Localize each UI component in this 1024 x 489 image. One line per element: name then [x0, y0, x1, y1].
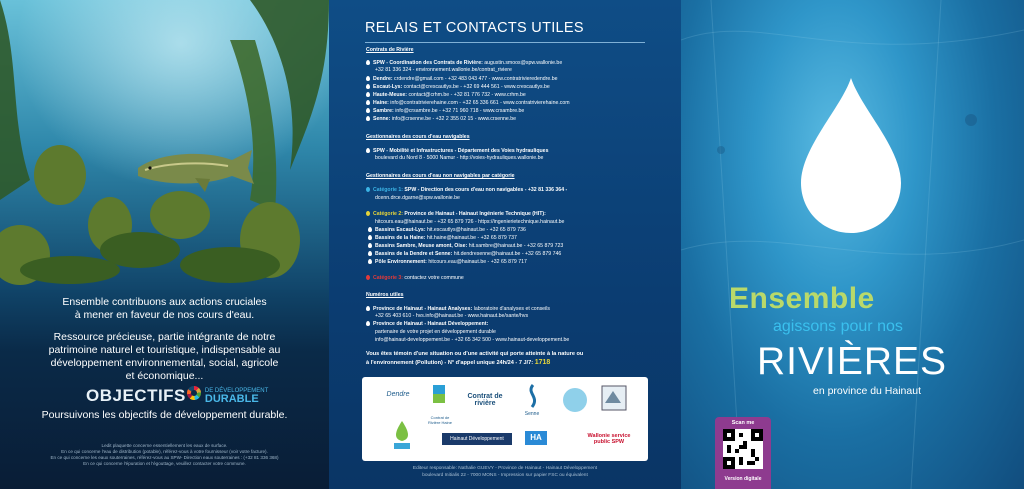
drop-icon	[366, 275, 370, 280]
water-drop-icon	[801, 78, 901, 233]
logo-spw: Wallonie service public SPW	[587, 433, 631, 445]
qr-code-box[interactable]	[715, 417, 771, 489]
contact-line: SPW - Mobilité et Infrastructures - Département des Voies hydrauliques	[366, 148, 548, 155]
drop-icon	[366, 187, 370, 192]
number-line: partenaire de votre projet en développement durable	[375, 329, 496, 335]
water-texture	[681, 0, 1024, 489]
drop-icon	[368, 243, 372, 248]
imprint-line-1: Editeur responsable: Nathalie GUEVY - Province de Hainaut - Hainaut Développement	[412, 466, 598, 471]
para-line-2: patrimoine naturel et touristique, indispensable au	[48, 344, 281, 356]
sdg-wheel-icon	[187, 386, 201, 400]
contact-line: Dendre: crdendre@gmail.com - +32 483 043 477 - www.contratrivieredendre.be	[366, 76, 557, 83]
sdg-bottom: DURABLE	[204, 392, 259, 405]
emergency-line-2: à l'environnement (Pollution) - N° d'appel unique 24h/24 - 7 J/7: 1718	[366, 359, 551, 366]
version-label: Version digitale	[724, 476, 762, 482]
qr-code[interactable]	[723, 429, 763, 469]
headline-ensemble: Ensemble	[729, 282, 875, 315]
scan-me-label: Scan me	[731, 420, 755, 426]
contact-line: Haute-Meuse: contact@crhm.be - +32 81 776 732 - www.crhm.be	[366, 92, 526, 99]
logo-senne-icon	[522, 383, 544, 409]
section-non-navigables: Gestionnaires des cours d'eau non navigables par catégorie	[366, 173, 515, 179]
number-line: +32 65 403 610 - hvs.info@hainaut.be - www.hainaut.be/sante/hvs	[375, 313, 529, 319]
drop-icon	[368, 235, 372, 240]
logo-hainaut-dev: Hainaut Développement	[442, 433, 512, 445]
intro-line-2: à mener en faveur de nos cours d'eau.	[74, 309, 255, 321]
category-3-line: Catégorie 3: contactez votre commune	[366, 275, 464, 282]
emergency-number: 1718	[534, 359, 551, 366]
section-contrats: Contrats de Rivière	[366, 47, 414, 53]
logo-ha: HA	[525, 431, 547, 445]
contact-line: SPW - Coordination des Contrats de Rivière: augustin.smoos@spw.wallonie.be	[366, 60, 562, 67]
para-line-4: et économique...	[125, 370, 204, 382]
contact-line: boulevard du Nord 8 - 5000 Namur - http://voies-hydrauliques.wallonie.be	[375, 155, 544, 161]
drop-icon	[366, 60, 370, 65]
para-line-1: Ressource précieuse, partie intégrante de notre	[53, 331, 276, 343]
basin-line: Bassins de la Dendre et Senne: hit.dendresenne@hainaut.be - +32 65 879 746	[368, 251, 561, 258]
headline-province: en province du Hainaut	[813, 385, 921, 397]
contact-line: Senne: info@crsenne.be - +32 2 355 02 15 - www.crsenne.be	[366, 116, 516, 123]
logo-haine-icon	[429, 385, 449, 415]
contacts-panel	[329, 0, 681, 489]
fine-line-3: En ce qui concerne les eaux souterraines, référez-vous au SPW- Direction eaux souterraines : (+32 81 336 368)	[50, 455, 279, 460]
drop-icon	[366, 100, 370, 105]
basin-line: Bassins de la Haine: hit.haine@hainaut.be - +32 65 879 737	[368, 235, 517, 242]
headline-agissons: agissons pour nos	[773, 318, 903, 335]
logo-haute-meuse-icon	[599, 383, 629, 413]
section-navigables: Gestionnaires des cours d'eau navigables	[366, 134, 470, 140]
intro-line-1: Ensemble contribuons aux actions cruciales	[62, 296, 267, 308]
para-line-3: développement environnemental, social, agricole	[50, 357, 279, 369]
category-1-email: dcenn.drce.dgarne@spw.wallonie.be	[375, 195, 460, 201]
logo-senne: Senne	[524, 411, 540, 417]
drop-icon	[368, 227, 372, 232]
drop-icon	[366, 306, 370, 311]
partner-logos	[362, 377, 648, 461]
category-1-line: Catégorie 1: SPW - Direction des cours d'eau non navigables - +32 81 336 364 -	[366, 187, 567, 194]
section-numeros: Numéros utiles	[366, 292, 404, 298]
left-panel	[0, 0, 329, 489]
fine-line-4: En ce qui concerne l'épuration et l'égouttage, veuillez contacter votre commune.	[83, 461, 246, 466]
drop-icon	[366, 84, 370, 89]
sdg-line: Poursuivons les objectifs de développement durable.	[41, 409, 288, 421]
basin-line: Pôle Environnement: hitcours.eau@hainaut.be - +32 65 879 717	[368, 259, 527, 266]
logo-escaut-lys-icon	[562, 387, 588, 413]
contact-line: Haine: info@contratrivierehaine.com - +32 65 336 661 - www.contratrivierehaine.com	[366, 100, 570, 107]
number-line: Province de Hainaut - Hainaut Analyses: laboratoire d'analyses et conseils	[366, 306, 550, 313]
logo-contrat: Contrat de rivière	[467, 393, 503, 407]
logo-dendre: Dendre	[386, 391, 410, 398]
drop-icon	[366, 211, 370, 216]
contact-line: Sambre: info@crsambre.be - +32 71 960 718 - www.crsambre.be	[366, 108, 524, 115]
number-line: info@hainaut-developpement.be - +32 65 342 500 - www.hainaut-developpement.be	[375, 337, 570, 343]
logo-sambre-icon	[392, 419, 412, 451]
sdg-top: DE DÉVELOPPEMENT	[204, 387, 269, 394]
imprint-line-2: boulevard Initialis 22 - 7000 MONS - Impression sur papier FSC ou équivalent	[422, 473, 588, 478]
underwater-pike-photo	[0, 0, 329, 290]
drop-icon	[366, 148, 370, 153]
fine-line-1: Ledit plaquette concerne essentiellement les eaux de surface.	[101, 443, 228, 448]
fine-line-2: En ce qui concerne l'eau de distribution (potable), référez-vous à votre fournisseur (voir votre facture).	[61, 449, 268, 454]
drop-icon	[368, 259, 372, 264]
drop-icon	[366, 108, 370, 113]
panel-title: RELAIS ET CONTACTS UTILES	[365, 20, 584, 36]
drop-icon	[366, 76, 370, 81]
emergency-line-1: Vous êtes témoin d'une situation ou d'une activité qui porte atteinte à la nature ou	[366, 351, 584, 357]
headline-rivieres: RIVIÈRES	[757, 340, 948, 383]
basin-line: Bassins Sambre, Meuse amont, Oise: hit.sambre@hainaut.be - +32 65 879 723	[368, 243, 563, 250]
sdg-word: OBJECTIFS	[86, 386, 186, 405]
drop-icon	[368, 251, 372, 256]
contact-line: +32 81 336 324 - environnement.wallonie.be/contrat_riviere	[375, 67, 512, 73]
drop-icon	[366, 92, 370, 97]
basin-line: Bassins Escaut-Lys: hit.escautlys@hainaut.be - +32 65 879 736	[368, 227, 526, 234]
cover-panel	[681, 0, 1024, 489]
contact-line: Escaut-Lys: contact@crescautlys.be - +32 69 444 561 - www.crescautlys.be	[366, 84, 550, 91]
logo-haine: Contrat de Rivière Haine	[427, 415, 452, 425]
drop-icon	[366, 116, 370, 121]
category-2-contact: hitcours.eau@hainaut.be - +32 65 879 726 - https://ingenierietechnique.hainaut.be	[375, 219, 565, 225]
number-line: Province de Hainaut - Hainaut Développement:	[366, 321, 488, 328]
drop-icon	[366, 321, 370, 326]
sdg-logo	[86, 386, 268, 406]
category-2-line: Catégorie 2: Province de Hainaut - Hainaut Ingénierie Technique (HIT):	[366, 211, 546, 218]
